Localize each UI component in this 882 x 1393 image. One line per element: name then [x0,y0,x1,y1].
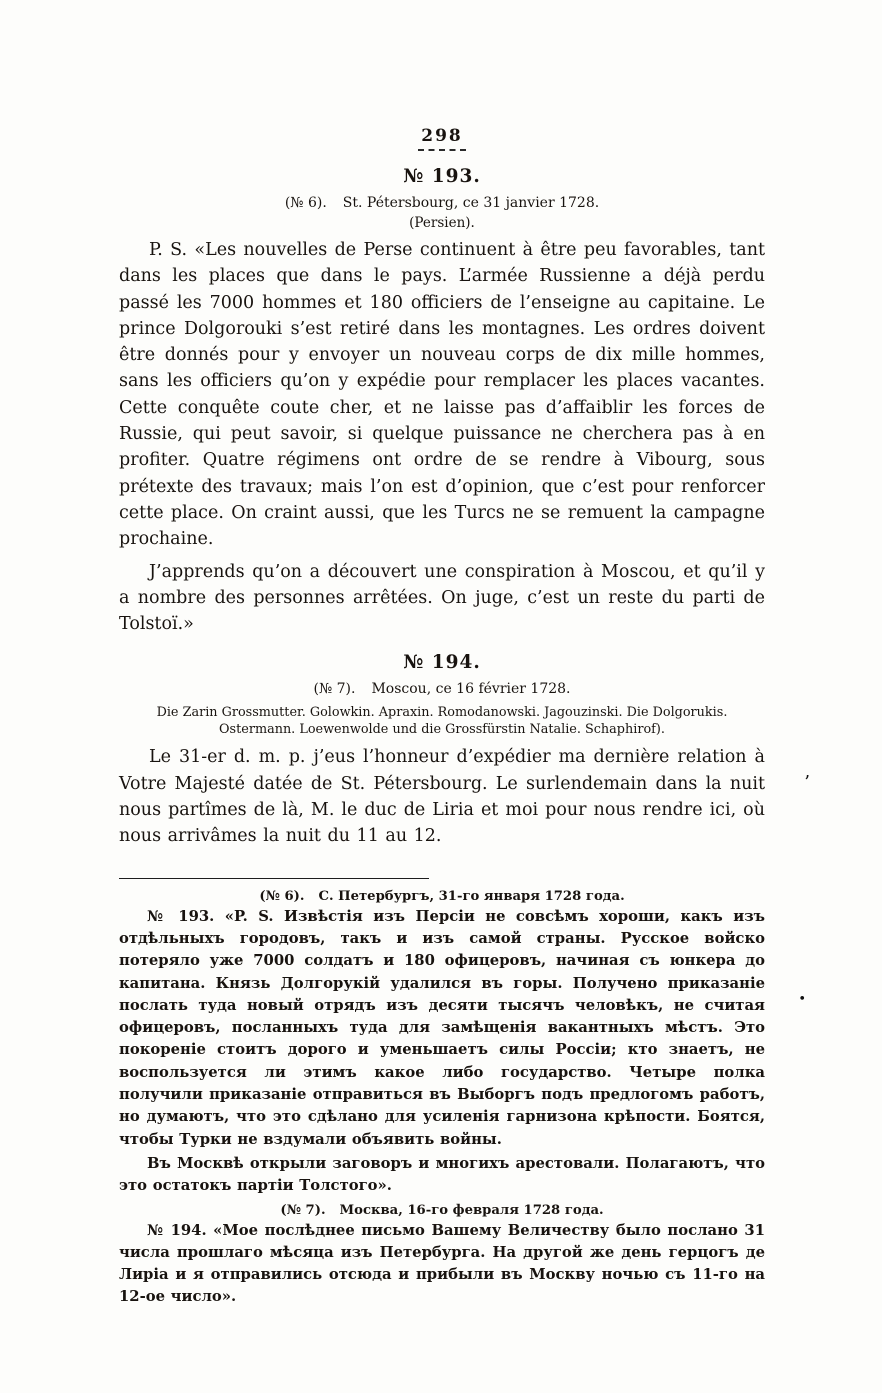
entry-194-persons-line-1: Die Zarin Grossmutter. Golowkin. Apraxin. Romodanowski. Jagouzinski. Die Dolgorukis. [156,705,728,721]
entry-194-paragraph-1: Le 31-er d. m. p. j’eus l’honneur d’expédier ma dernière relation à Votre Majesté datée de St. Pétersbourg. Le surlendemain dans la nuit nous partîmes de là, M. le duc de Liria et moi pour nous rendre ici, où nous arrivâmes la nuit du 11 au 12. [119,747,765,847]
entry-193-dateline-number: (№ 6). [284,195,327,211]
footnote-194-dateline [119,1203,765,1218]
footnotes-russian [119,889,765,1309]
footnote-193-dateline [119,889,765,904]
entry-194 [119,652,765,849]
entry-194-heading: № 194. [403,652,481,674]
entry-194-persons-line-2: Ostermann. Loewenwolde und die Grossfürstin Natalie. Schaphirof). [219,722,665,738]
entry-194-dateline [119,681,765,697]
scan-artifact-mark: ’ [804,772,810,793]
page-number: 298 [421,126,463,146]
scan-artifact-dot: • [798,992,806,1007]
footnote-193-paragraph-2: Въ Москвѣ открыли заговоръ и многихъ арестовали. Полагаютъ, что это остатокъ партіи Толстого». [119,1154,765,1195]
footnote-194-paragraph-1: № 194. «Мое послѣднее письмо Вашему Величеству было послано 31 числа прошлаго мѣсяца изъ Петербурга. На другой же день герцогъ де Лиріа и я отправились отсюда и прибыли въ Москву ночью съ 11-го на 12-ое число». [119,1221,765,1306]
footnote-194-dateline-place: Москва, 16-го февраля 1728 года. [339,1202,604,1218]
entry-194-dateline-place: Moscou, ce 16 février 1728. [371,681,571,698]
entry-194-persons-list [119,704,765,738]
page-number-rule [418,149,466,151]
entry-193-dateline [119,195,765,211]
entry-193-paragraph-2: J’apprends qu’on a découvert une conspiration à Moscou, et qu’il y a nombre des personnes arrêtées. On juge, c’est un reste du parti de Tolstoï.» [119,561,765,635]
footnote-193-dateline-number: (№ 6). [259,888,305,904]
page-header [119,126,765,151]
footnote-193-dateline-place: С. Петербургъ, 31-го января 1728 года. [318,888,625,904]
footnote-193-paragraph-1: № 193. «P. S. Извѣстія изъ Персіи не совсѣмъ хороши, какъ изъ отдѣльныхъ городовъ, такъ и изъ самой страны. Русское войско потеряло уже 7000 солдатъ и 180 офицеровъ, начиная съ юнкера до капитана. Князь Долгорукій удалился въ горы. Получено приказаніе послать туда новый отрядъ изъ десяти тысячъ человѣкъ, не считая офицеровъ, посланныхъ туда для замѣщенія вакантныхъ мѣстъ. Это покореніе стоитъ дорого и уменьшаетъ силы Россіи; кто знаетъ, не воспользуется ли этимъ какое либо государство. Четыре полка получили приказаніе отправиться въ Выборгъ подъ предлогомъ работъ, но думаютъ, что это сдѣлано для усиленія гарнизона крѣпости. Боятся, чтобы Турки не вздумали объявить войны. [119,907,765,1148]
entry-193-heading: № 193. [403,166,481,187]
footnote-194-dateline-number: (№ 7). [280,1202,326,1218]
entry-193 [119,166,765,637]
entry-193-paragraph-1: P. S. «Les nouvelles de Perse continuent à être peu favorables, tant dans les places que dans le pays. L’armée Russienne a déjà perdu passé les 7000 hommes et 180 officiers de l’enseigne au capitaine. Le prince Dolgorouki s’est retiré dans les montagnes. Les ordres doivent être donnés pour y envoyer un nouveau corps de dix mille hommes, sans les officiers qu’on y expédie pour remplacer les places vacantes. Cette conquête coute cher, et ne laisse pas d’affaiblir les forces de Russie, qui peut savoir, si quelque puissance ne cherchera pas à en profiter. Quatre régimens ont ordre de se rendre à Vibourg, sous prétexte des travaux; mais l’on est d’opinion, que c’est pour renforcer cette place. On craint aussi, que les Turcs ne se remuent la campagne prochaine. [119,240,765,550]
entry-193-dateline-place: St. Pétersbourg, ce 31 janvier 1728. [342,195,600,211]
footnote-separator-rule [119,878,429,879]
entry-193-subject: (Persien). [409,215,475,231]
entry-194-dateline-number: (№ 7). [313,681,356,698]
